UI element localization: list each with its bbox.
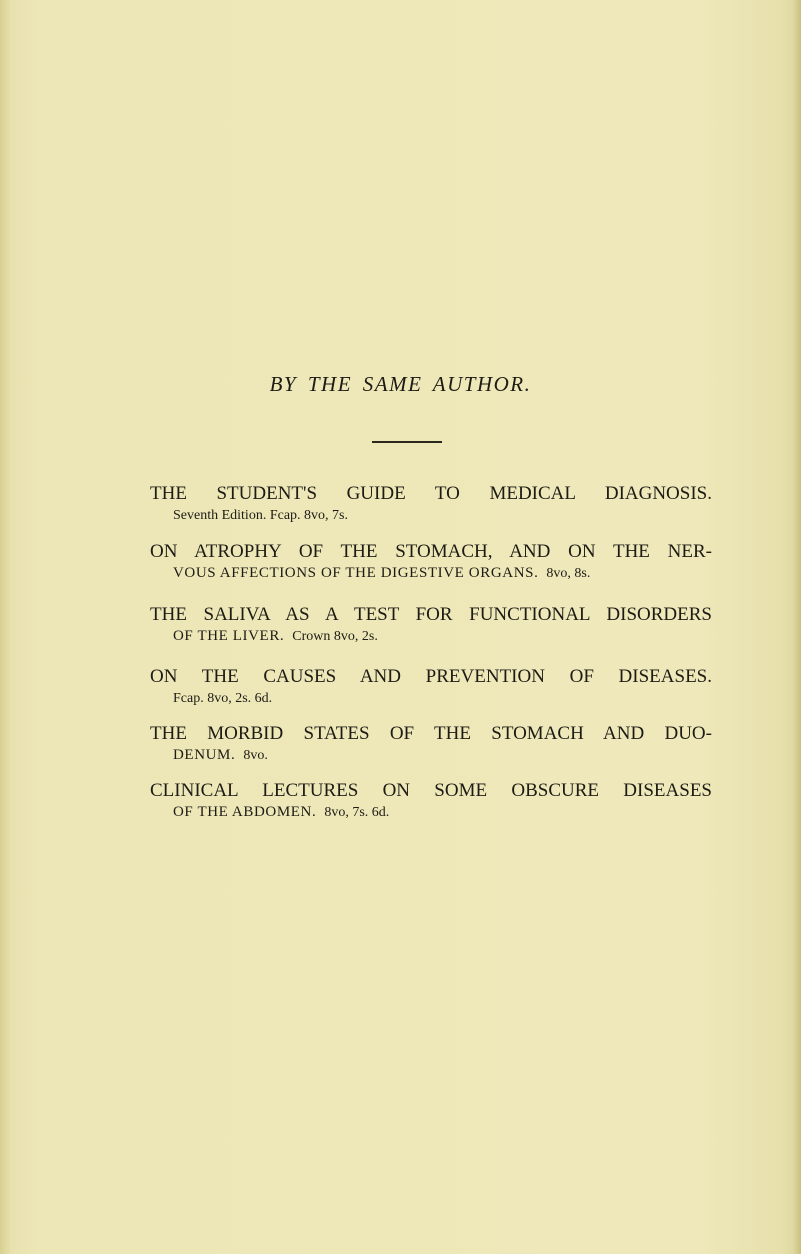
book-detail: 8vo. (243, 748, 268, 763)
book-detail: Fcap. 8vo, 2s. 6d. (173, 691, 273, 706)
book-detail-line (173, 626, 712, 647)
book-title: ON ATROPHY OF THE STOMACH, AND ON THE NER- (150, 541, 712, 562)
heading-rule (372, 441, 442, 443)
book-detail: Crown 8vo, 2s. (292, 629, 378, 644)
book-detail: 8vo, 8s. (546, 566, 591, 581)
book-entry (150, 722, 712, 766)
book-title: CLINICAL LECTURES ON SOME OBSCURE DISEASES (150, 780, 712, 801)
book-title-continuation: OF THE LIVER. (173, 628, 285, 644)
book-detail-line (173, 745, 712, 766)
book-title: THE STUDENT'S GUIDE TO MEDICAL DIAGNOSIS. (150, 483, 712, 504)
book-detail-line (173, 688, 712, 709)
book-entry (150, 665, 712, 709)
book-title-continuation: DENUM. (173, 747, 236, 763)
book-detail-line (173, 802, 712, 823)
book-title: THE MORBID STATES OF THE STOMACH AND DUO- (150, 723, 712, 744)
book-title-continuation: OF THE ABDOMEN. (173, 804, 317, 820)
book-detail: 8vo, 7s. 6d. (324, 805, 390, 820)
page-right-edge (793, 0, 801, 1254)
book-entry (150, 482, 712, 526)
book-detail: Seventh Edition. Fcap. 8vo, 7s. (173, 508, 348, 523)
book-detail-line (173, 505, 712, 526)
book-entry (150, 603, 712, 647)
book-title: ON THE CAUSES AND PREVENTION OF DISEASES. (150, 666, 712, 687)
book-entry (150, 540, 712, 584)
book-title: THE SALIVA AS A TEST FOR FUNCTIONAL DISORDERS (150, 604, 712, 625)
book-detail-line (173, 563, 712, 584)
page-left-edge (0, 0, 10, 1254)
book-title-continuation: VOUS AFFECTIONS OF THE DIGESTIVE ORGANS. (173, 565, 539, 581)
book-entry (150, 779, 712, 823)
page-heading: BY THE SAME AUTHOR. (269, 372, 532, 396)
